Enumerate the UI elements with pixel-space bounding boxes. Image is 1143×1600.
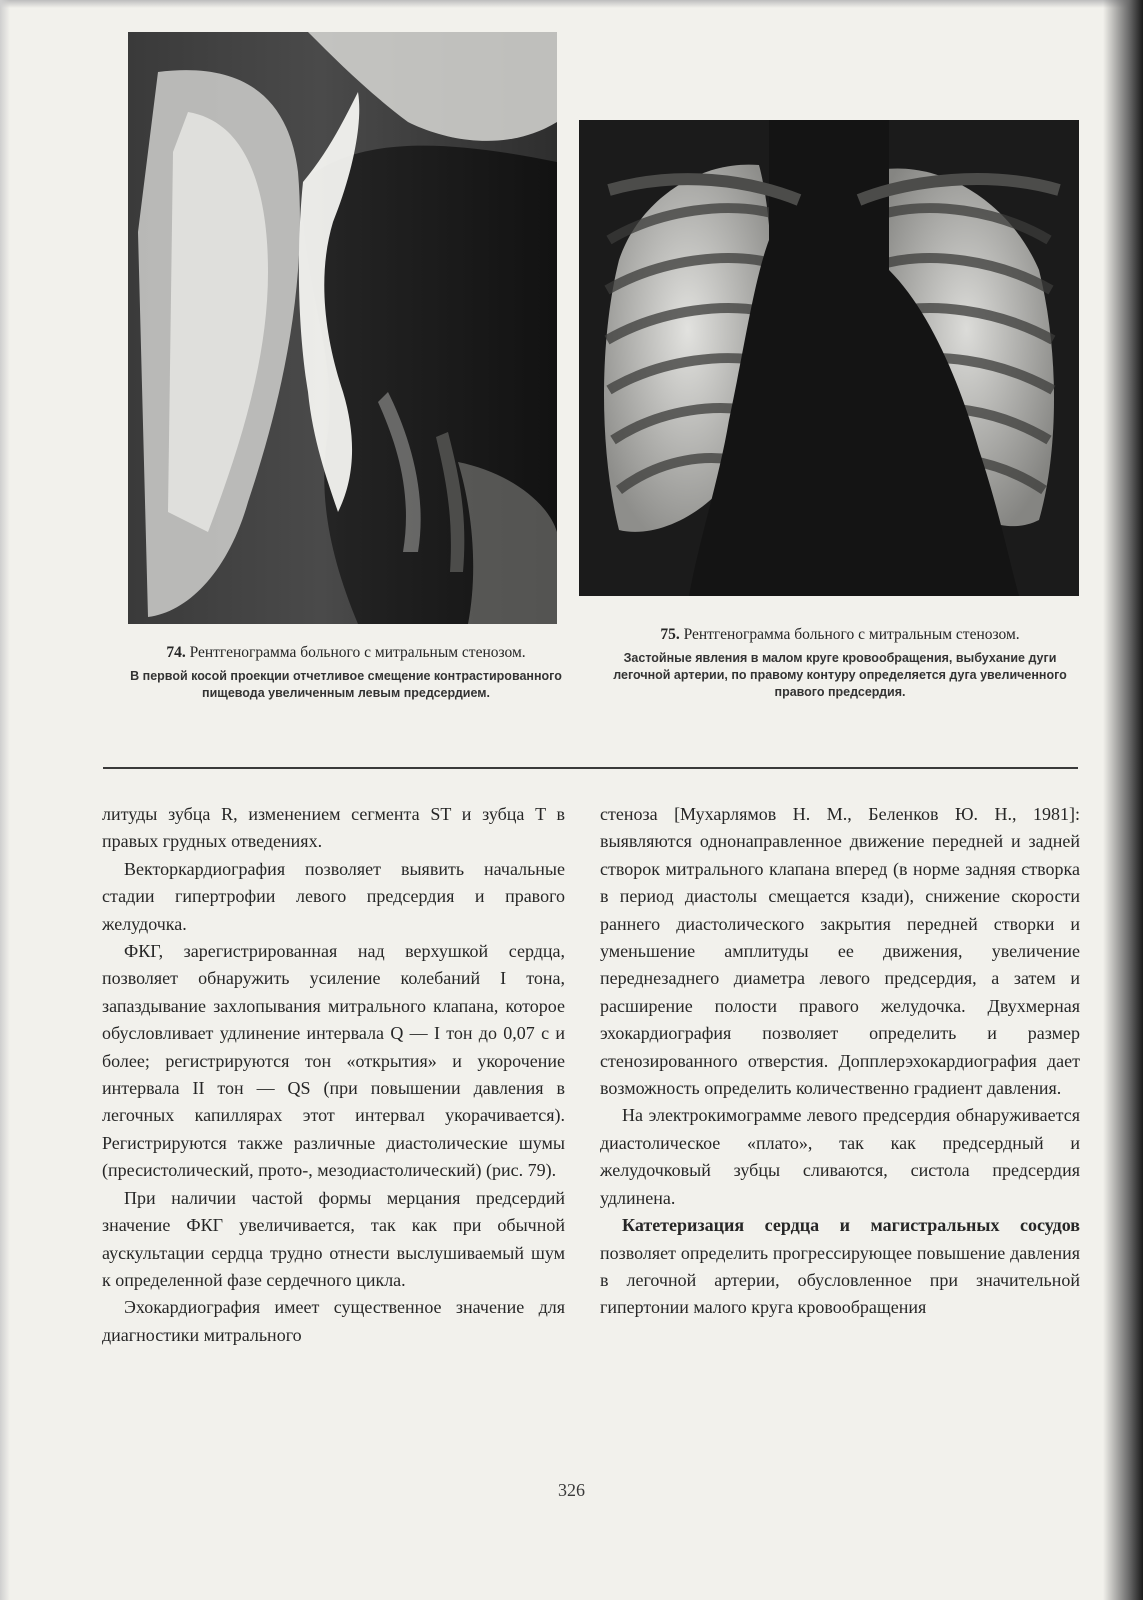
right-text-column xyxy=(600,801,1080,1322)
scan-top-shadow xyxy=(0,0,1143,8)
figure-75-title-text: Рентгенограмма больного с митральным стенозом. xyxy=(683,626,1020,643)
figure-75-number: 75. xyxy=(660,626,680,643)
left-paragraph-2: Векторкардиография позволяет выявить начальные стадии гипертрофии левого предсердия и правого желудочка. xyxy=(102,858,565,934)
right-paragraph-1: стеноза [Мухарлямов Н. М., Беленков Ю. Н., 1981]: выявляются однонаправленное движение передней и задней створок митрального клапана вперед (в норме задняя створка в период диастолы смещается кзади), снижение скорости раннего диастолического закрытия передней створки и уменьшение амплитуды ее движения, увеличение переднезаднего диаметра левого предсердия, а затем и расширение полости правого желудочка. Двухмерная эхокардиография позволяет определить и размер стенозированного отверстия. Допплерэхокардиография дает возможность определить количественно градиент давления. xyxy=(600,804,1080,1099)
left-text-column xyxy=(102,801,565,1349)
figure-74-caption xyxy=(104,642,588,702)
page-number: 326 xyxy=(558,1480,585,1500)
right-paragraph-3-heading: Катетеризация сердца и магистральных сосудов xyxy=(622,1215,1080,1236)
horizontal-rule xyxy=(103,767,1078,769)
figure-75-radiograph xyxy=(579,120,1079,596)
figure-75-description: Застойные явления в малом круге кровообращения, выбухание дуги легочной артерии, по правому контуру определяется дуга увеличенного правого предсердия. xyxy=(613,651,1067,699)
left-paragraph-3: ФКГ, зарегистрированная над верхушкой сердца, позволяет обнаружить усиление колебаний I тона, запаздывание захлопывания митрального клапана, которое обусловливает удлинение интервала Q — I тон до 0,07 с и более; регистрируются тон «открытия» и укорочение интервала II тон — QS (при повышении давления в легочных капиллярах этот интервал укорачивается). Регистрируются также различные диастолические шумы (пресистолический, прото-, мезодиастолический) (рис. 79). xyxy=(102,941,565,1181)
figure-75-title xyxy=(601,624,1079,646)
figure-74-description: В первой косой проекции отчетливое смещение контрастированного пищевода увеличенным левым предсердием. xyxy=(130,669,562,700)
right-paragraph-3 xyxy=(600,1212,1080,1322)
figure-74-radiograph xyxy=(128,32,557,624)
left-paragraph-1: литуды зубца R, изменением сегмента ST и зубца T в правых грудных отведениях. xyxy=(102,804,566,852)
figure-74-title-text: Рентгенограмма больного с митральным стенозом. xyxy=(189,644,526,661)
left-paragraph-5: Эхокардиография имеет существенное значение для диагностики митрального xyxy=(102,1297,565,1345)
figure-74-title xyxy=(104,642,588,664)
right-paragraph-2: На электрокимограмме левого предсердия обнаруживается диастолическое «плато», так как предсердный и желудочковый зубцы сливаются, систола предсердия удлинена. xyxy=(600,1105,1080,1208)
figure-75-caption xyxy=(601,624,1079,701)
right-paragraph-3-text: позволяет определить прогрессирующее повышение давления в легочной артерии, обусловленное при значительной гипертонии малого круга кровообращения xyxy=(600,1242,1080,1318)
figure-74-number: 74. xyxy=(166,644,186,661)
scan-left-shadow xyxy=(0,0,10,1600)
scan-right-shadow xyxy=(1103,0,1143,1600)
left-paragraph-4: При наличии частой формы мерцания предсердий значение ФКГ увеличивается, так как при обычной аускультации сердца трудно отнести выслушиваемый шум к определенной фазе сердечного цикла. xyxy=(102,1187,565,1290)
